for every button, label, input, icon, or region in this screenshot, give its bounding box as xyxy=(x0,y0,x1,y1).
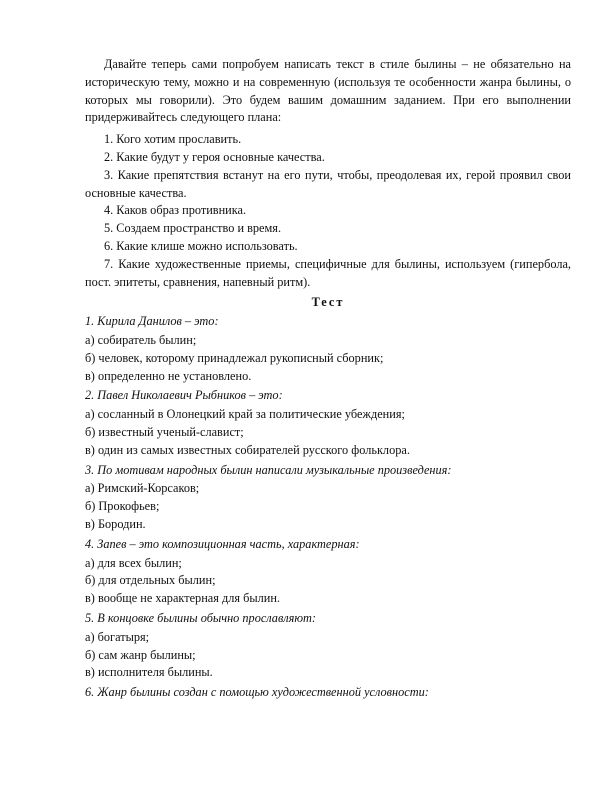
plan-item-3: 3. Какие препятствия встанут на его пути, чтобы, преодолевая их, герой проявил свои основные качества. xyxy=(85,167,571,200)
test-questions xyxy=(85,313,571,702)
plan-item-2: 2. Какие будут у героя основные качества. xyxy=(104,149,325,164)
test-title: Тест xyxy=(311,295,345,310)
question-text: 2. Павел Николаевич Рыбников – это: xyxy=(85,388,283,403)
question-text: 4. Запев – это композиционная часть, характерная: xyxy=(85,536,360,551)
plan-list xyxy=(85,131,571,291)
question-block-2 xyxy=(85,387,571,459)
answer-option: а) Римский-Корсаков; xyxy=(85,481,200,496)
question-block-4 xyxy=(85,536,571,608)
answer-option: б) Прокофьев; xyxy=(85,499,160,514)
question-text: 3. По мотивам народных былин написали музыкальные произведения: xyxy=(85,462,452,477)
answer-option: в) исполнителя былины. xyxy=(85,665,213,680)
answer-option: а) богатыря; xyxy=(85,629,150,644)
question-text: 6. Жанр былины создан с помощью художественной условности: xyxy=(85,685,429,700)
answer-option: в) определенно не установлено. xyxy=(85,368,252,383)
question-block-6 xyxy=(85,684,571,702)
answer-option: в) один из самых известных собирателей русского фольклора. xyxy=(85,442,410,457)
answer-option: а) собиратель былин; xyxy=(85,332,197,347)
plan-item-5: 5. Создаем пространство и время. xyxy=(104,221,282,236)
question-text: 5. В концовке былины обычно прославляют: xyxy=(85,610,317,625)
question-text: 1. Кирила Данилов – это: xyxy=(85,314,219,329)
answer-option: а) сосланный в Олонецкий край за политические убеждения; xyxy=(85,407,405,422)
plan-item-4: 4. Каков образ противника. xyxy=(104,203,247,218)
answer-option: б) известный ученый-славист; xyxy=(85,424,244,439)
answer-option: в) вообще не характерная для былин. xyxy=(85,591,280,606)
question-block-1 xyxy=(85,313,571,385)
answer-option: б) человек, которому принадлежал рукописный сборник; xyxy=(85,350,384,365)
plan-item-7: 7. Какие художественные приемы, специфичные для былины, используем (гипербола, пост. эпитеты, сравнения, напевный ритм). xyxy=(85,256,571,289)
document-page xyxy=(85,56,571,704)
plan-item-1: 1. Кого хотим прославить. xyxy=(104,132,242,147)
answer-option: б) сам жанр былины; xyxy=(85,647,196,662)
answer-option: а) для всех былин; xyxy=(85,555,182,570)
plan-item-6: 6. Какие клише можно использовать. xyxy=(104,238,298,253)
intro-paragraph: Давайте теперь сами попробуем написать текст в стиле былины – не обязательно на историческую тему, можно и на современную (используя те особенности жанра былины, о которых мы говорили). Это будем вашим домашним заданием. При его выполнении придерживайтесь следующего плана: xyxy=(85,57,571,125)
question-block-3 xyxy=(85,462,571,534)
question-block-5 xyxy=(85,610,571,682)
answer-option: в) Бородин. xyxy=(85,516,146,531)
answer-option: б) для отдельных былин; xyxy=(85,573,216,588)
